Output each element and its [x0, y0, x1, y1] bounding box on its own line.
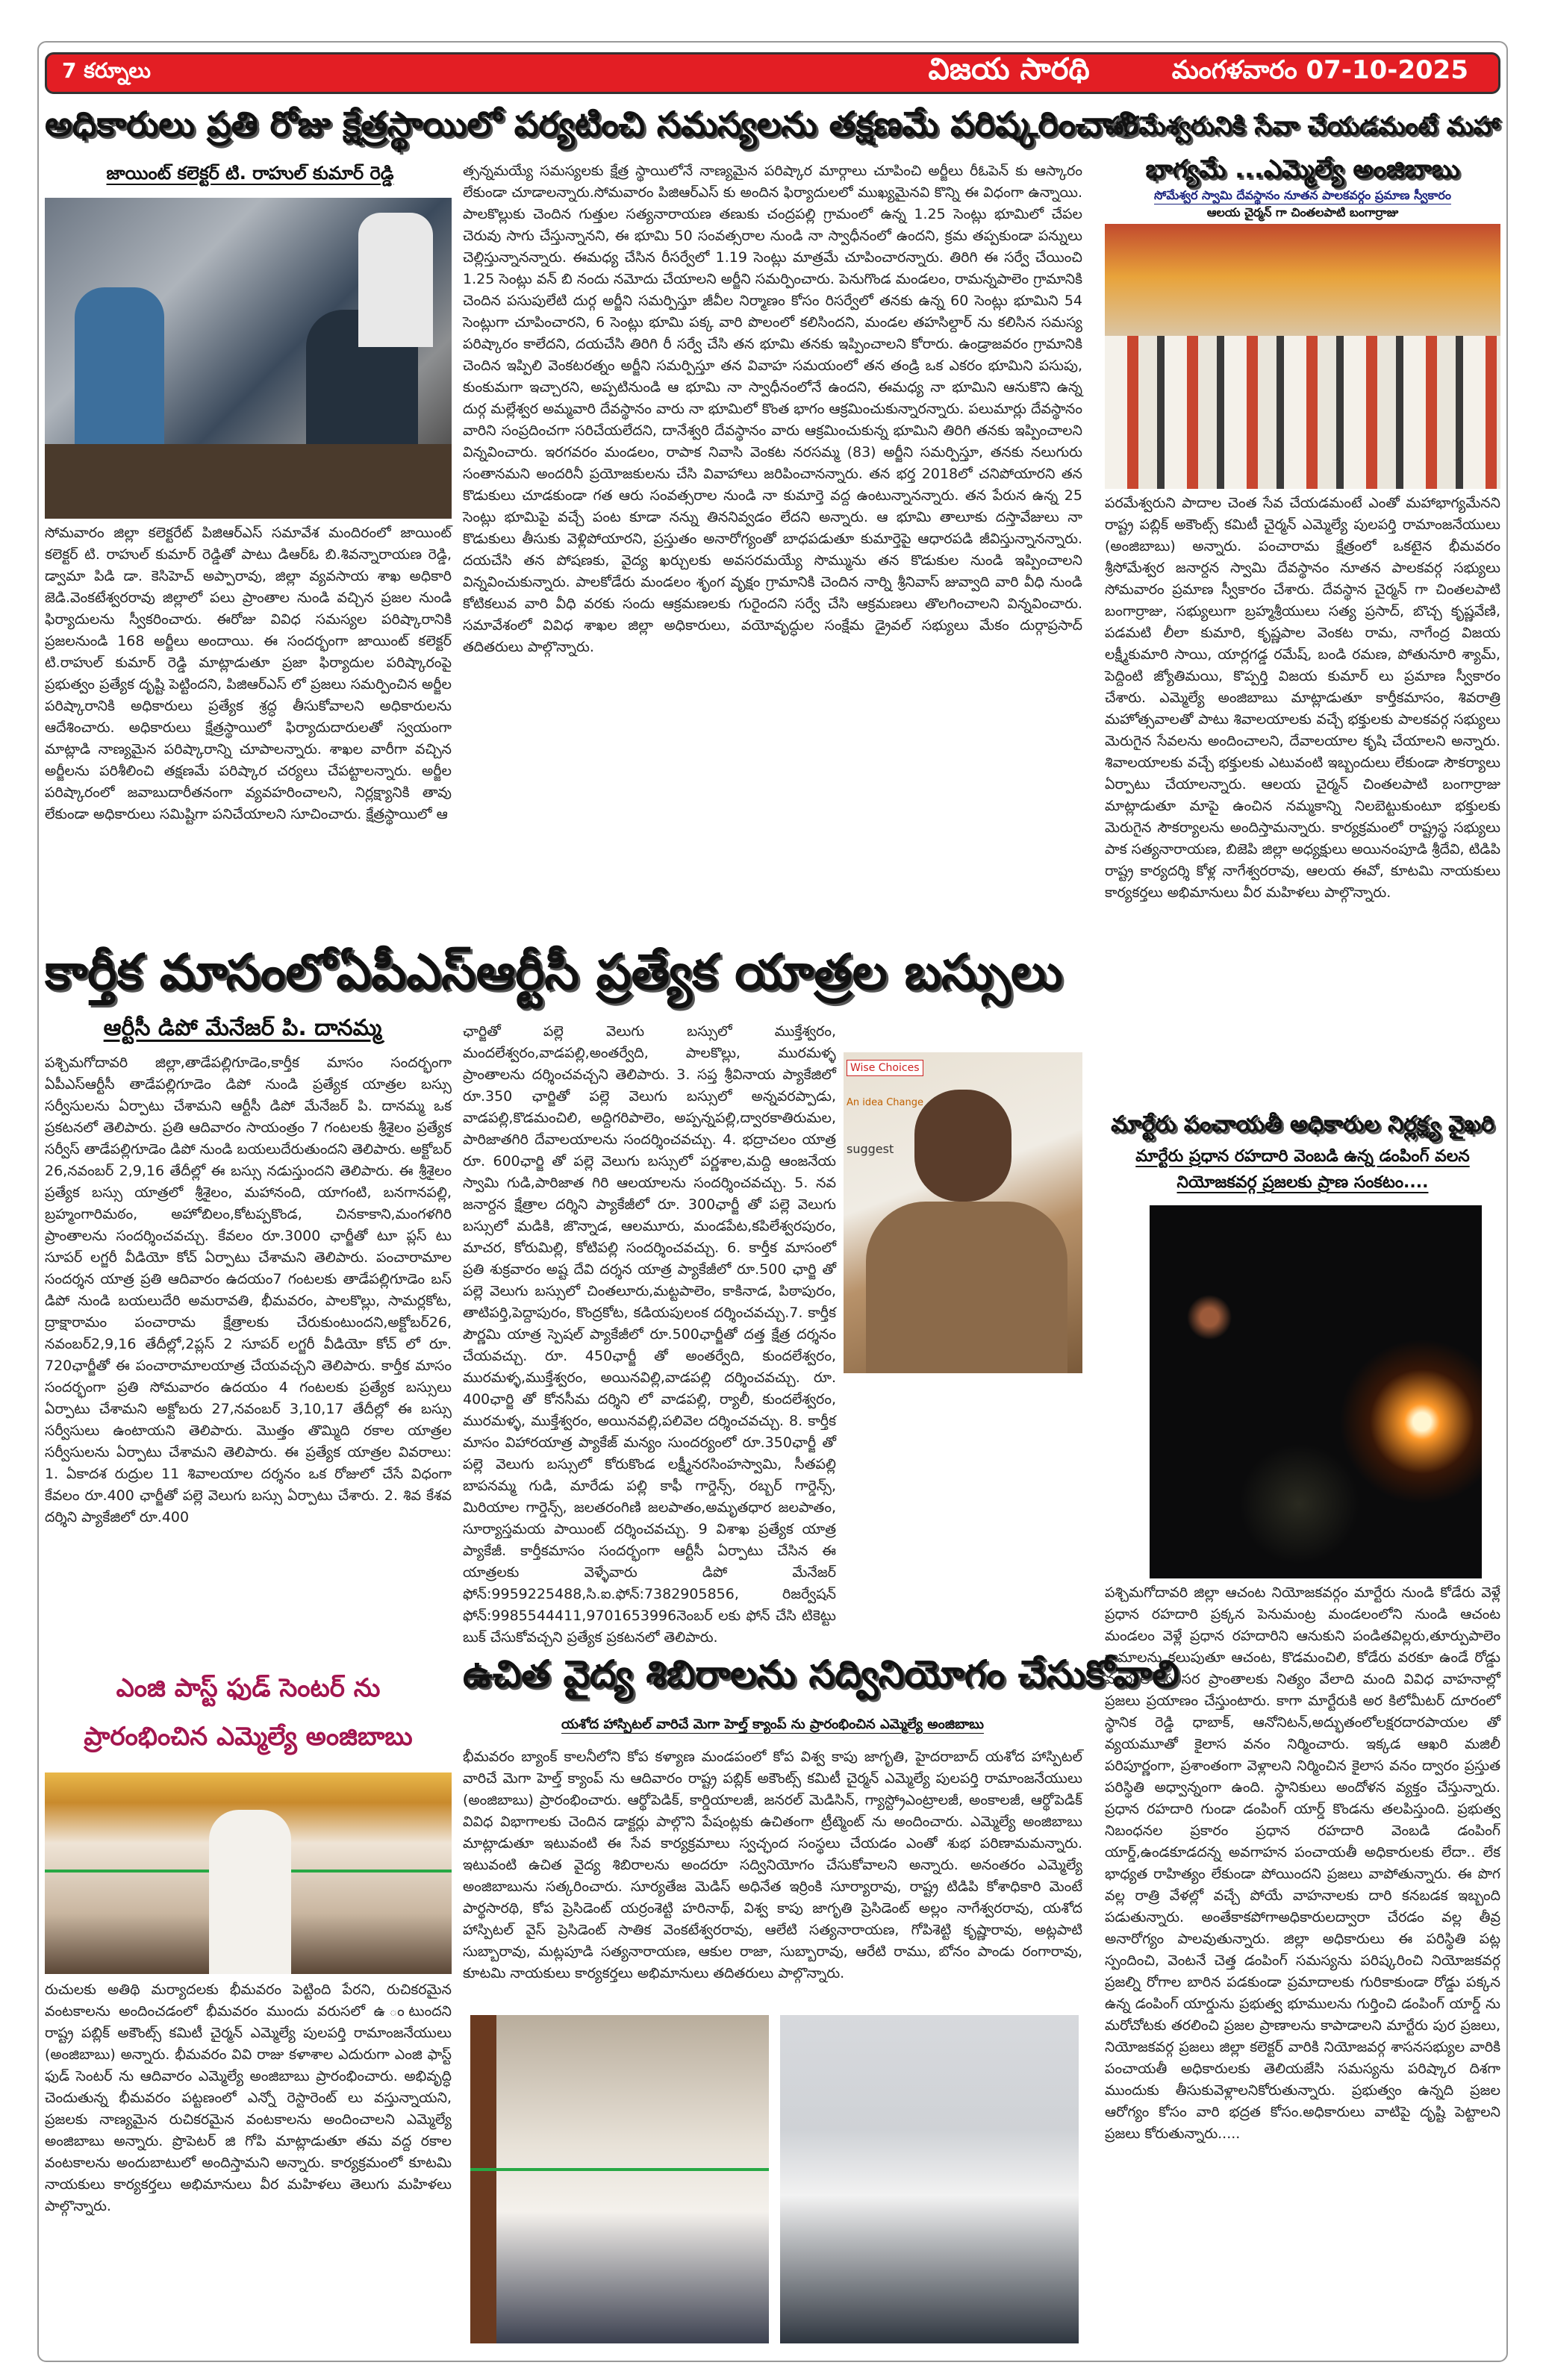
- article5-photo-ribbon-cutting: [45, 1772, 452, 1974]
- article4-photo-dumping-fire-night: [1150, 1205, 1482, 1578]
- article6-photo-health-camp-group: [780, 2015, 1079, 2343]
- article5-text: రుచులకు అతిథి మర్యాదలకు భీమవరం పెట్టింది పేరని, రుచికరమైన వంటకాలను అందించడంలో భీమవరం ముందు వరుసలో ఉ ంటుందని రాష్ట్ర పబ్లిక్ అకౌంట్స్ కమిటీ చైర్మన్ ఎమ్మెల్యే పులపర్తి రామాంజనేయులు (అంజిబాబు) అన్నారు. భీమవరం వివి రాజు కళాశాల ఎదురుగా ఎంజి ఫాస్ట్ ఫుడ్ సెంటర్ ను ఆదివారం ఎమ్మెల్యే అంజిబాబు ప్రారంభించారు. అభివృద్ధి చెందుతున్న భీమవరం పట్టణంలో ఎన్నో రెస్టారెంట్ లు వస్తున్నాయని, ప్రజలకు నాణ్యమైన రుచికరమైన వంటకాలను అందించాలని ఎమ్మెల్యే అంజిబాబు అన్నారు. ప్రొపెటర్ జి గోపి మాట్లాడుతూ తమ వద్ద రకాల వంటకాలను అందుబాటులో అందిస్తామని అన్నారు. కార్యక్రమంలో కూటమి నాయకులు కార్యకర్తలు అభిమానులు వీర మహిళలు తెలుగు మహిళలు పాల్గొన్నారు.: [45, 1981, 452, 2214]
- article3-right-text-top: ఛార్జితో పల్లె వెలుగు బస్సులో ముక్తేశ్వరం, మందలేశ్వరం,వాడపల్లి,అంతర్వేది, పాలకొల్లు, మురమళ్ళ ప్రాంతాలను దర్శించవచ్చని తెలిపారు. 3. సప్త శ్రీవినాయ ప్యాకేజిలో రూ.350 ఛార్జితో పల్లె వెలుగు బస్సులో అన్నవరప్పాడు, వాడపల్లి,కొడమంచిలి, అద్దిగరిపాలెం, అప్పన్నపల్లి,ద్వారకాతిరుమల, పారిజాతగిరి దేవాలయాలను సందర్శించవచ్చు. 4. భద్రాచలం యాత్ర రూ. 600ఛార్జి తో పల్లె వెలుగు బస్సులో పర్ణశాల,మద్ది ఆంజనేయ స్వామి గుడి,పారిజాత గిరి ఆలయాలను సందర్శించవచ్చు. 5. నవ జనార్దన క్షేత్రాల దర్శిని ప్యాకేజీలో రూ. 300ఛార్జీ తో పల్లె వెలుగు బస్సులో మడికి, జొన్నాడ, ఆలమూరు, మండపేట,కపిలేశ్వరపురం, మాచర, కోరుమిల్లి, కోటిపల్లి సందర్శించవచ్చు. 6. కార్తీక మాసంలో ప్రతి శుక్రవారం అష్ట దేవి దర్శన యాత్ర ప్యాకేజీలో రూ.500 ఛార్జి తో పల్లె వెలుగు బస్సులో చింతలూరు,మట్టపాలెం, కాకినాడ, పిఠాపురం, తాటిపర్తి,పెద్దాపురం, కొంద్రకోట, కడియపులంక దర్శించవచ్చు.7. కార్తీక పౌర్ణమి యాత్ర స్పెషల్ ప్యాకేజీలో రూ.500ఛార్జీతో దత్త క్షేత్ర దర్శనం చేయవచ్చు. రూ. 450ఛార్జీ తో అంతర్వేది, కుందలేశ్వరం, మురమళ్ళ,ముక్తేశ్వరం, అయినవిల్లి,వాడపల్లి దర్శించవచ్చు. రూ. 400ఛార్జి తో కోనసీమ దర్శిని లో వాడపల్లి, ర్యాలీ, కుందలేశ్వరం, మురమళ్ళ, ముక్తేశ్వరం, అయినవల్లి,పలివెల దర్శించవచ్చు. 8. కార్తీక మాసం విహారయాత్ర ప్యాకేజ్ మన్యం సుందర్యంలో రూ.350ఛార్జీ తో పల్లె వెలుగు బస్సులో కోరుకొండ లక్ష్మీనరసింహస్వామి, సీతపల్లి బాపనమ్మ గుడి, మారేడు పల్లి కాఫీ గార్డెన్స్, రబ్బర్ గార్డెన్స్, మిరియాల గార్డెన్స్, జలతరంగిణి జలపాతం,అమృతధార జలపాతం, సూర్యాస్తమయ పాయింట్ దర్శించవచ్చు. 9 విశాఖ ప్రత్యేక యాత్ర ప్యాకేజీ. కార్తీకమాసం సందర్భంగా ఆర్టీసీ ఏర్పాటు చేసిన ఈ యాత్రలకు వెళ్ళేవారు డిపో మేనేజర్ ఫోన్:9959225488,సి.ఐ.ఫోన్:7382905856, రిజర్వేషన్ ఫోన్:9985544411,9701653996నెంబర్ లకు ఫోన్ చేసి టికెట్టు బుక్ చేసుకోవచ్చని ప్రత్యేక ప్రకటనలో తెలిపారు.: [463, 1023, 836, 1646]
- photo-sign-text: An idea Change: [847, 1097, 923, 1108]
- article4-subhead1: మార్టేరు ప్రధాన రహదారి వెంబడి ఉన్న డంపింగ్ వలన: [1135, 1147, 1470, 1166]
- article1-byline: జాయింట్ కలెక్టర్ టి. రాహుల్ కుమార్ రెడ్డి: [106, 163, 394, 184]
- article4-headline: మార్టేరు పంచాయతీ అధికారుల నిర్లక్ష్య వైఖరి: [1111, 1111, 1494, 1137]
- article1-left-text: సోమవారం జిల్లా కలెక్టరేట్ పిజిఆర్ఎస్ సమావేశ మందిరంలో జాయింట్ కలెక్టర్ టి. రాహుల్ కుమార్ రెడ్డితో పాటు డిఆర్ఓ బి.శివన్నారాయణ రెడ్డి, డ్వామా పిడి డా. కెసిహెచ్ అప్పారావు, జిల్లా వ్యవసాయ శాఖ అధికారి జెడి.వెంకటేశ్వరరావు జిల్లాలో పలు ప్రాంతాల నుండి వచ్చిన ప్రజల నుండి ఫిర్యాదులను స్వీకరించారు. ఈరోజు వివిధ సమస్యల పరిష్కారానికి ప్రజలనుండి 168 అర్జీలు అందాయి. ఈ సందర్భంగా జాయింట్ కలెక్టర్ టి.రాహుల్ కుమార్ రెడ్డి మాట్లాడుతూ ప్రజా ఫిర్యాదుల పరిష్కారంపై ప్రభుత్వం ప్రత్యేక దృష్టి పెట్టిందని, పిజిఆర్ఎస్ లో ప్రజలు సమర్పించిన అర్జీల పరిష్కారానికి అధికారులు ప్రత్యేక శ్రద్ధ తీసుకోవాలని అధికారులను ఆదేశించారు. అధికారులు క్షేత్రస్థాయిలో ఫిర్యాదుదారులతో స్వయంగా మాట్లాడి నాణ్యమైన పరిష్కారాన్ని చూపాలన్నారు. శాఖల వారీగా వచ్చిన అర్జీలను పరిశీలించి తక్షణమే పరిష్కార చర్యలు చేపట్టాలన్నారు. అర్జీల పరిష్కారంలో జవాబుదారీతనంగా వ్యవహరించాలని, నిర్లక్ష్యానికి తావు లేకుండా అధికారులు సమిష్టిగా పనిచేయాలని సూచించారు. క్షేత్రస్థాయిలో ఆ: [45, 525, 452, 822]
- page-label: 7 కర్నూలు: [62, 58, 151, 83]
- article6-text: భీమవరం బ్యాంక్ కాలనీలోని కోప కళ్యాణ మండపంలో కోప విశ్వ కాపు జాగృతి, హైదరాబాద్ యశోద హాస్పిటల్ వారిచే మెగా హెల్త్ క్యాంప్ ను ఆదివారం రాష్ట్ర పబ్లిక్ అకౌంట్స్ కమిటీ చైర్మన్ ఎమ్మెల్యే పులపర్తి రామాంజనేయులు (అంజిబాబు) ప్రారంభించారు. ఆర్థోపెడిక్, కార్డియాలజీ, జనరల్ మెడిసిన్, గ్యాస్ట్రోఎంట్రాలజీ, అంకాలజీ, ఆర్థోపెడిక్ వివిధ విభాగాలకు చెందిన డాక్టర్లు పాల్గొని పేషంట్లకు ఉచితంగా ట్రీట్మెంట్ ను అందించారు. ఎమ్మెల్యే అంజిబాబు మాట్లాడుతూ ఇటువంటి ఈ సేవ కార్యక్రమాలు స్వచ్ఛంద సంస్థలు చేయడం ఎంతో శుభ పరిణామమన్నారు. ఇటువంటి ఉచిత వైద్య శిబిరాలను అందరూ సద్వినియోగం చేసుకోవాలని అన్నారు. అనంతరం ఎమ్మెల్యే అంజిబాబును సత్కరించారు. సూర్యతేజ మెడిస్ అధినేత ఇర్రింకి సూర్యారావు, రాష్ట్ర టిడిపి కోశాధికారి మెంటే పార్థసారథి, కోప ప్రెసిడెంట్ యర్రంశెట్టి హరినాథ్, విశ్వ కాపు జాగృతి ప్రెసిడెంట్ అల్లం నాగేశ్వరరావు, యశోద హాస్పిటల్ వైస్ ప్రెసిడెంట్ సాతిక వెంకటేశ్వరరావు, ఆలేటి సత్యనారాయణ, గోపిశెట్టి కృష్ణారావు, అట్లపాటి సుబ్బారావు, మట్లపూడి సత్యనారాయణ, ఆకుల రాజా, సుబ్బారావు, ఆరేటి రాము, బోనం పాండు రంగారావు, కూటమి నాయకులు కార్యకర్తలు అభిమానులు తదితరులు పాల్గొన్నారు.: [463, 1749, 1082, 1981]
- article2-text: పరమేశ్వరుని పాదాల చెంత సేవ చేయడమంటే ఎంతో మహాభాగ్యమేనని రాష్ట్ర పబ్లిక్ అకౌంట్స్ కమిటీ చైర్మన్ ఎమ్మెల్యే పులపర్తి రామాంజనేయులు (అంజిబాబు) అన్నారు. పంచారామ క్షేత్రంలో ఒకటైన భీమవరం శ్రీసోమేశ్వర జనార్దన స్వామి దేవస్థానం నూతన పాలకవర్గ సభ్యులు సోమవారం ప్రమాణ స్వీకారం చేశారు. దేవస్థాన చైర్మన్ గా చింతలపాటి బంగార్రాజు, సభ్యులుగా బ్రహ్మశ్రీయులు సత్య ప్రసాద్, బొచ్చ కృష్ణవేణి, పడమటి లీలా కుమారి, కృష్ణపాల వెంకట రామ, నాగేంద్ర విజయ లక్ష్మీకుమారి సాయి, యార్లగడ్డ రమేష్, బండి రమణ, పోతునూరి శ్యామ్, పెద్దింటి జ్యోతిమయి, కొప్పర్తి విజయ కుమార్ లు ప్రమాణ స్వీకారం చేశారు. ఎమ్మెల్యే అంజిబాబు మాట్లాడుతూ కార్తీకమాసం, శివరాత్రి మహోత్సవాలతో పాటు శివాలయాలకు వచ్చే భక్తులకు పాలకవర్గ సభ్యులు మెరుగైన సేవలను అందించాలని, దేవాలయాల కృషి చేయాలని అన్నారు. శివాలయాలకు వచ్చే భక్తులకు ఎటువంటి ఇబ్బందులు లేకుండా సౌకర్యాలు ఏర్పాటు చేయాలన్నారు. ఆలయ చైర్మన్ చింతలపాటి బంగార్రాజు మాట్లాడుతూ మాపై ఉంచిన నమ్మకాన్ని నిలబెట్టుకుంటూ భక్తులకు మెరుగైన సౌకర్యాలను అందిస్తామన్నారు. కార్యక్రమంలో రాష్ట్రస్థ సభ్యులు పాక సత్యనారాయణ, బిజెపి జిల్లా అధ్యక్షులు అయినంపూడి శ్రీదేవి, టిడిపి రాష్ట్ర కార్యదర్శి కోళ్ల నాగేశ్వరరావు, ఆలయ ఈవో, కూటమి నాయకులు కార్యకర్తలు అభిమానులు వీర మహిళలు పాల్గొన్నారు.: [1105, 495, 1500, 901]
- article4-text: పశ్చిమగోదావరి జిల్లా ఆచంట నియోజకవర్గం మార్టేరు నుండి కోడేరు వెళ్లే ప్రధాన రహదారి ప్రక్కన పెనుమంట్ర మండలంలోని నుండి ఆచంట మండలం వెళ్లే ప్రధాన రహదారిని ఆనుకుని పండితవిల్లరు,తూర్పుపాలెం గ్రామాలను కలుపుతూ ఆచంట, కొడమంచిలి, కోడేరు వరకూ ఉండే రోడ్డు మార్గంలో సరిసర ప్రాంతాలకు నిత్యం వేలాది మంది వివిధ వాహనాల్లో ప్రజలు ప్రయాణం చేస్తుంటారు. కాగా మార్టేరుకి అర కిలోమీటర్ దూరంలో స్థానిక రెడ్డి ధాబాక్, ఆనోనిటన్,అద్భుతంలోలక్షరదారపాయల తో వ్యయమూతో కైలాస వనం నిర్మించారు. ఇక్కడ ఆఖరి మజిలీ పరిపూర్ణంగా, ప్రశాంతంగా వెళ్లాలని నిర్మించిన కైలాస వనం ద్వారం ప్రస్తుత పరిస్థితి అధ్వాన్నంగా ఉంది. స్థానికులు అందోళన వ్యక్తం చేస్తున్నారు. ప్రధాన రహదారి గుండా డంపింగ్ యార్డ్ కొండను తలపిస్తుంది. ప్రభుత్వ నిబంధనల ప్రకారం ప్రధాన రహదారి వెంబడి డంపింగ్ యార్డ్,ఉండకూడదన్న అవగాహన పంచాయతీ అధికారులకు లేదా.. లేక భాధ్యత రాహిత్యం లేకుండా పోయిందని ప్రజలు వాపోతున్నారు. ఈ పొగ వల్ల రాత్రి వేళల్లో వచ్చే పోయే వాహనాలకు దారి కనబడక ఇబ్బంది పడుతున్నారు. అంతేకాకపోగాఅధికారులద్వారా చేరడం వల్ల తీవ్ర అనారోగ్యం పాలవుతున్నారు. జిల్లా అధికారులు ఈ పరిస్థితి పట్ల స్పందించి, వెంటనే చెత్త డంపింగ్ సమస్యను పరిష్కరించి నియోజకవర్గ ప్రజల్ని రోగాల బారిన పడకుండా ప్రమాదాలకు గురికాకుండా రోడ్డు పక్కన ఉన్న డంపింగ్ యార్డును ప్రభుత్వ భూములను గుర్తించి డంపింగ్ యార్డ్ ను మరోచోటకు తరలించి ప్రజల ప్రాణాలను కాపాడాలని మార్టేరు పుర ప్రజలు, నియోజకవర్గ ప్రజలు జిల్లా కలెక్టర్ వారికి నియోజవర్గ శాసనసభ్యుల వారికి పంచాయతీ అధికారులకు తెలియజేసి సమస్యను పరిష్కార దిశగా ముందుకు తీసుకువెళ్లాలనికోరుతున్నారు. ప్రభుత్వం ఉన్నది ప్రజల ఆరోగ్యం కోసం వారి భద్రత కోసం.అధికారులు వాటిపై దృష్టి పెట్టాలని ప్రజలు కోరుతున్నారు.....: [1105, 1584, 1500, 2142]
- article3-headline: కార్తీక మాసంలోఏపీఎస్ఆర్టీసీ ప్రత్యేక యాత్రల బస్సులు: [45, 943, 1063, 1001]
- publication-date: మంగళవారం 07-10-2025: [1171, 55, 1468, 85]
- article1-right-text: త్సన్నమయ్యే సమస్యలకు క్షేత్ర స్థాయిలోనే నాణ్యమైన పరిష్కార మార్గాలు చూపించి అర్జీలు రీఓపెన్ కు ఆస్కారం లేకుండా చూడాలన్నారు.సోమవారం పిజిఆర్ఎస్ కు అందిన ఫిర్యాదులలో ముఖ్యమైనవి కొన్ని ఈ విధంగా ఉన్నాయి. పాలకొల్లుకు చెందిన గుత్తుల సత్యనారాయణ తణుకు చంద్రపల్లి గ్రామంలో ఉన్న 1.25 సెంట్లు భూమిలో చేపల చెరువు సాగు చేస్తున్నానని, ఈ భూమి 50 సంవత్సరాల నుండి నా స్వాధీనంలో ఉందని, క్రమ తప్పకుండా పన్నులు చెల్లిస్తున్నానన్నారు. ఈమధ్య చేసిన రీసర్వేలో 1.19 సెంట్లు మాత్రమే చూపించారన్నారు. తిరిగి ఈ సర్వే చేయించి 1.25 సెంట్లు వన్ బి నందు నమోదు చేయాలని అర్జీని సమర్పించారు. పెనుగొండ మండలం, రామన్నపాలెం గ్రామానికి చెందిన పసుపులేటి దుర్గ అర్జీని సమర్పిస్తూ జీవీల నిర్మాణం కోసం రిసర్వేలో తనకు ఉన్న 60 సెంట్లు భూమిని 54 సెంట్లుగా చూపించారని, 6 సెంట్లు భూమి పక్క వారి పొలంలో కలిసిందని, మండల తహసిల్దార్ ను కలిసిన సమస్య పరిష్కారం కాలేదని, దయచేసి తిరిగి రీ సర్వే చేసి తన భూమి తనకు ఇప్పించాలని కోరారు. ఉండ్రాజవరం గ్రామానికి చెందిన ఇప్పిలి వెంకటరత్నం అర్జీని సమర్పిస్తూ తన వివాహ సమయంలో తన తండ్రి ఒక ఎకరం భూమిని పసుపు, కుంకుమగా ఇచ్చారని, అప్పటినుండి ఆ భూమి నా స్వాధీనంలోనే ఉందని, ఈమధ్య నా భూమిని ఆనుకొని ఉన్న దుర్గ మల్లేశ్వర అమ్మవారి దేవస్థానం వారు నా భూమిలో కొంత భాగం ఆక్రమించుకున్నారన్నారు. పలుమార్లు దేవస్థానం వారిని సంప్రదించగా సరిచేయలేదని, దానేశ్వరి దేవస్థానం వారు ఆక్రమించుకున్న భూమిని తిరిగి తనకు ఇప్పించాలని విన్నవించారు. ఇరగవరం మండలం, రాపాక నివాసి వెంకట నరసమ్మ (83) అర్జీని సమర్పిస్తూ, తనకు నలుగురు సంతానమని అందరినీ ప్రయోజకులను చేసి వివాహాలు జరిపించానన్నారు. తన భర్త 2018లో చనిపోయారని తన కొడుకులు చూడకుండా గత ఆరు సంవత్సరాల నుండి నా కుమార్తె వద్ద ఉంటున్నానన్నారు. తన పేరున ఉన్న 25 సెంట్లు భూమిపై వచ్చే పంట కూడా నన్ను తిననివ్వడం లేదని అన్నారు. ఆ భూమి తాలూకు దస్తావేజులు నా కొడుకులు తీసుకు వెళ్లిపోయారని, ప్రస్తుతం అనారోగ్యంతో బాధపడుతూ కుమార్తెపై ఆధారపడి జీవిస్తున్నానన్నారు. దయచేసి తన పోషణకు, వైద్య ఖర్చులకు అవసరమయ్యే సొమ్మును తన కొడుకుల నుండి ఇప్పించాలని విన్నవించుకున్నారు. పాలకోడేరు మండలం శృంగ వృక్షం గ్రామానికి చెందిన నార్ని శ్రీనివాస్ జువ్వాది వారి వీధి నుండి కోటికలువ వారి వీధి వరకు సందు ఆక్రమణలకు గురైందని సర్వే చేసి ఆక్రమణలు తొలగించాలని విన్నవించారు. సమావేశంలో వివిధ శాఖల జిల్లా అధికారులు, వయోవృద్ధుల సంక్షేమ డ్రైవల్ సభ్యులు మేకం దుర్గాప్రసాద్ తదితరులు పాల్గొన్నారు.: [463, 163, 1082, 655]
- article5-headline-line2: ప్రారంభించిన ఎమ్మెల్యే అంజిబాబు: [84, 1721, 413, 1752]
- article1-headline: అధికారులు ప్రతి రోజు క్షేత్రస్థాయిలో పర్యటించి సమస్యలను తక్షణమే పరిష్కరించాలి: [45, 104, 1139, 144]
- article5-headline-line1: ఎంజి పాస్ట్ ఫుడ్ సెంటర్ ను: [116, 1673, 381, 1703]
- article4-subhead2: నియోజకవర్గ ప్రజలకు ప్రాణ సంకటం....: [1176, 1173, 1429, 1192]
- article2-subhead1: సోమేశ్వర స్వామి దేవస్థానం నూతన పాలకవర్గం ప్రమాణ స్వీకారం: [1154, 188, 1451, 202]
- article3-left-text: పశ్చిమగోదావరి జిల్లా,తాడేపల్లిగూడెం,కార్తీక మాసం సందర్భంగా ఏపీఎస్ఆర్టీసీ తాడేపల్లిగూడెం డిపో నుండి ప్రత్యేక యాత్రల బస్సు సర్వీసులను ఏర్పాటు చేశామని ఆర్టీసీ డిపో మేనేజర్ పి. దానమ్మ ఒక ప్రకటనలో తెలిపారు. ప్రతి ఆదివారం సాయంత్రం 7 గంటలకు శ్రీశైలం ప్రత్యేక సర్వీస్ తాడేపల్లిగూడెం డిపో నుండి బయలుదేరుతుందని తెలిపారు. అక్టోబర్ 26,నవంబర్ 2,9,16 తేదీల్లో ఈ బస్సు నడుస్తుందని తెలిపారు. ఈ శ్రీశైలం ప్రత్యేక బస్సు యాత్రలో శ్రీశైలం, మహానంది, యాగంటి, బనగానపల్లి, బ్రహ్మంగారిమఠం, అహోబిలం,కోటప్పకొండ, చినకాకాని,మంగళగిరి ప్రాంతాలను సందర్శించవచ్చు. కేవలం రూ.3000 ఛార్జీతో టూ ప్లస్ టు సూపర్ లగ్జరీ వీడియో కోచ్ ఏర్పాటు చేశామని తెలిపారు. పంచారామాల సందర్శన యాత్ర ప్రతి ఆదివారం ఉదయం7 గంటలకు తాడేపల్లిగూడెం బస్ డిపో నుండి బయలుదేరి అమరావతి, భీమవరం, పాలకొల్లు, సామర్లకోట, ద్రాక్షారామం పంచారామ క్షేత్రాలకు చేరుకుంటుందని,అక్టోబర్26, నవంబర్2,9,16 తేదీల్లో,2ప్లస్ 2 సూపర్ లగ్జరీ వీడియో కోచ్ లో రూ. 720ఛార్జీతో ఈ పంచారామాలయాత్ర చేయవచ్చని తెలిపారు. కార్తీక మాసం సందర్భంగా ప్రతి సోమవారం ఉదయం 4 గంటలకు ప్రత్యేక బస్సులు ఏర్పాటు చేశామని అక్టోబరు 27,నవంబర్ 3,10,17 తేదీల్లో ఈ బస్సు సర్వీసులు ఉంటాయని తెలిపారు. మొత్తం తొమ్మిది రకాల యాత్రల సర్వీసులను ఏర్పాటు చేశామని తెలిపారు. ఈ ప్రత్యేక యాత్రల వివరాలు: 1. ఏకాదశ రుద్రుల 11 శివాలయాల దర్శనం ఒక రోజులో చేసే విధంగా కేవలం రూ.400 ఛార్జీతో పల్లె వెలుగు బస్సు ఏర్పాటు చేశారు. 2. శివ కేశవ దర్శిని ప్యాకేజిలో రూ.400: [45, 1055, 452, 1525]
- article6-photo-inauguration: [470, 2015, 769, 2343]
- photo-sign-text: suggest: [847, 1142, 894, 1156]
- page-header: [45, 52, 1500, 94]
- article6-headline: ఉచిత వైద్య శిబిరాలను సద్వినియోగం చేసుకోవాలి: [463, 1652, 1179, 1696]
- article3-byline: ఆర్టీసీ డిపో మేనేజర్ పి. దానమ్మ: [103, 1015, 382, 1041]
- photo-sign-text: Wise Choices: [847, 1060, 923, 1076]
- article2-subhead2: ఆలయ చైర్మన్ గా చింతలపాటి బంగార్రాజు: [1206, 205, 1399, 219]
- masthead: విజయ సారథి: [928, 52, 1090, 87]
- article2-headline: పరమేశ్వరునికి సేవా చేయడమంటే మహా భాగ్యమే ...ఎమ్మెల్యే అంజిబాబు: [1106, 111, 1500, 184]
- article1-photo-meeting: [45, 198, 452, 519]
- article5-headline: [45, 1664, 452, 1761]
- article3-photo-depot-manager: [844, 1052, 1082, 1373]
- article2-photo-temple-ceremony: [1105, 224, 1500, 489]
- article6-subhead: యశోద హాస్పిటల్ వారిచే మెగా హెల్త్ క్యాంప్ ను ప్రారంభించిన ఎమ్మెల్యే అంజిబాబు: [561, 1717, 984, 1732]
